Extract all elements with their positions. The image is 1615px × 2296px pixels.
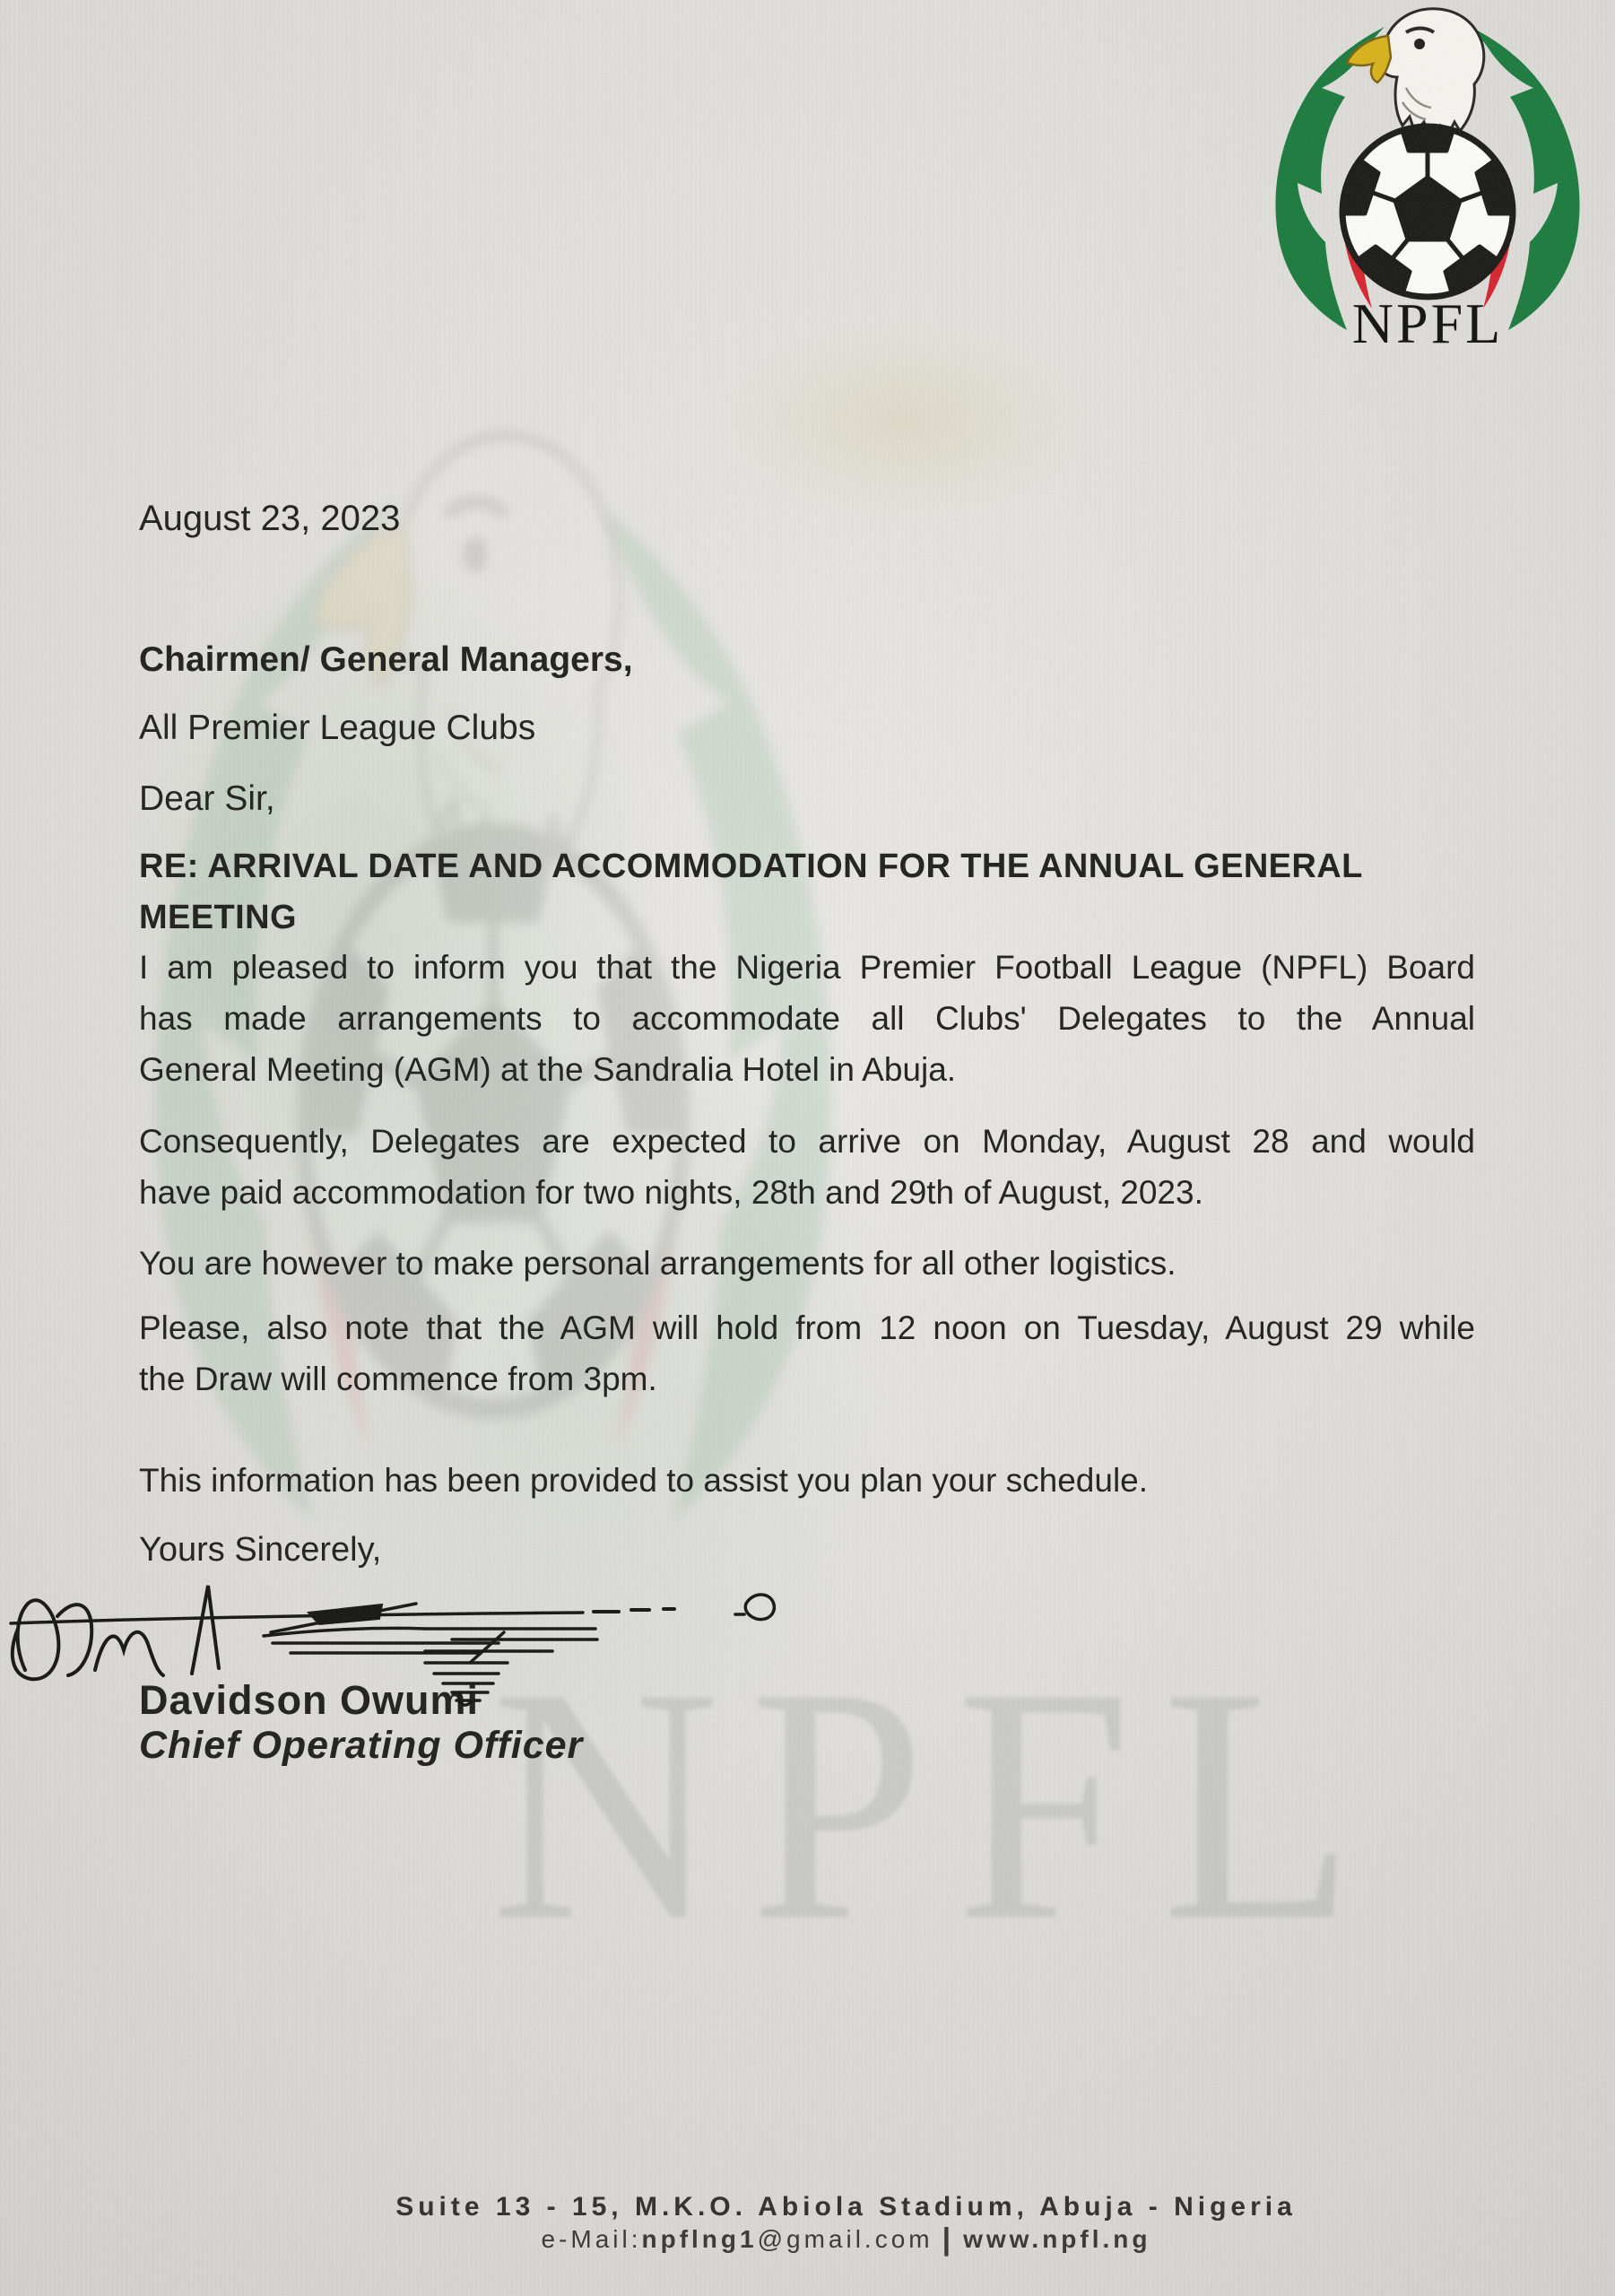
subject-line: RE: ARRIVAL DATE AND ACCOMMODATION FOR THE ANNUAL GENERAL MEETING	[139, 848, 1363, 936]
paragraph-line: I am pleased to inform you that the Nigeria Premier Football League (NPFL) Board	[139, 949, 1475, 986]
npfl-crest-logo	[1248, 7, 1607, 350]
paragraph-line: General Meeting (AGM) at the Sandralia Hotel in Abuja.	[139, 1051, 957, 1088]
paragraph-line: Consequently, Delegates are expected to arrive on Monday, August 28 and would	[139, 1123, 1475, 1160]
recipient-line-1: Chairmen/ General Managers,	[139, 640, 633, 679]
paragraph-3	[139, 1238, 1475, 1289]
email-label: e-Mail:	[541, 2225, 642, 2253]
letterhead-logo	[1248, 7, 1607, 350]
separator-bar: |	[942, 2222, 955, 2257]
closing: Yours Sincerely,	[139, 1531, 382, 1569]
signatory-name: Davidson Owumi	[139, 1677, 480, 1723]
paragraph-5	[139, 1455, 1475, 1506]
paragraph-line: has made arrangements to accommodate all Clubs' Delegates to the Annual	[139, 1000, 1475, 1037]
footer-contact	[39, 2223, 1615, 2256]
paragraph-line: Please, also note that the AGM will hold from 12 noon on Tuesday, August 29 while	[139, 1309, 1475, 1346]
watermark-npfl-text: NPFL	[491, 1619, 1385, 1990]
paragraph-line: have paid accommodation for two nights, 28th and 29th of August, 2023.	[139, 1174, 1203, 1211]
paragraph-4	[139, 1302, 1475, 1405]
email-domain: @gmail.com	[757, 2225, 933, 2253]
paragraph-2	[139, 1116, 1475, 1218]
letter-footer	[39, 2190, 1615, 2256]
footer-address: Suite 13 - 15, M.K.O. Abiola Stadium, Abuja - Nigeria	[395, 2192, 1297, 2222]
signatory-title: Chief Operating Officer	[139, 1724, 584, 1767]
soccer-ball-icon	[1310, 91, 1545, 313]
paragraph-line: You are however to make personal arrangements for all other logistics.	[139, 1245, 1177, 1282]
salutation: Dear Sir,	[139, 779, 275, 818]
footer-website: www.npfl.ng	[963, 2225, 1151, 2253]
paragraph-1	[139, 942, 1475, 1095]
letter-date: August 23, 2023	[139, 499, 401, 538]
email-user: npflng1	[641, 2225, 758, 2253]
logo-npfl-text: NPFL	[1351, 291, 1504, 350]
eagle-icon	[1347, 9, 1484, 138]
signature-icon	[2, 1577, 818, 1711]
paragraph-line: This information has been provided to assist you plan your schedule.	[139, 1462, 1149, 1499]
paragraph-line: the Draw will commence from 3pm.	[139, 1361, 657, 1397]
recipient-line-2: All Premier League Clubs	[139, 709, 536, 747]
